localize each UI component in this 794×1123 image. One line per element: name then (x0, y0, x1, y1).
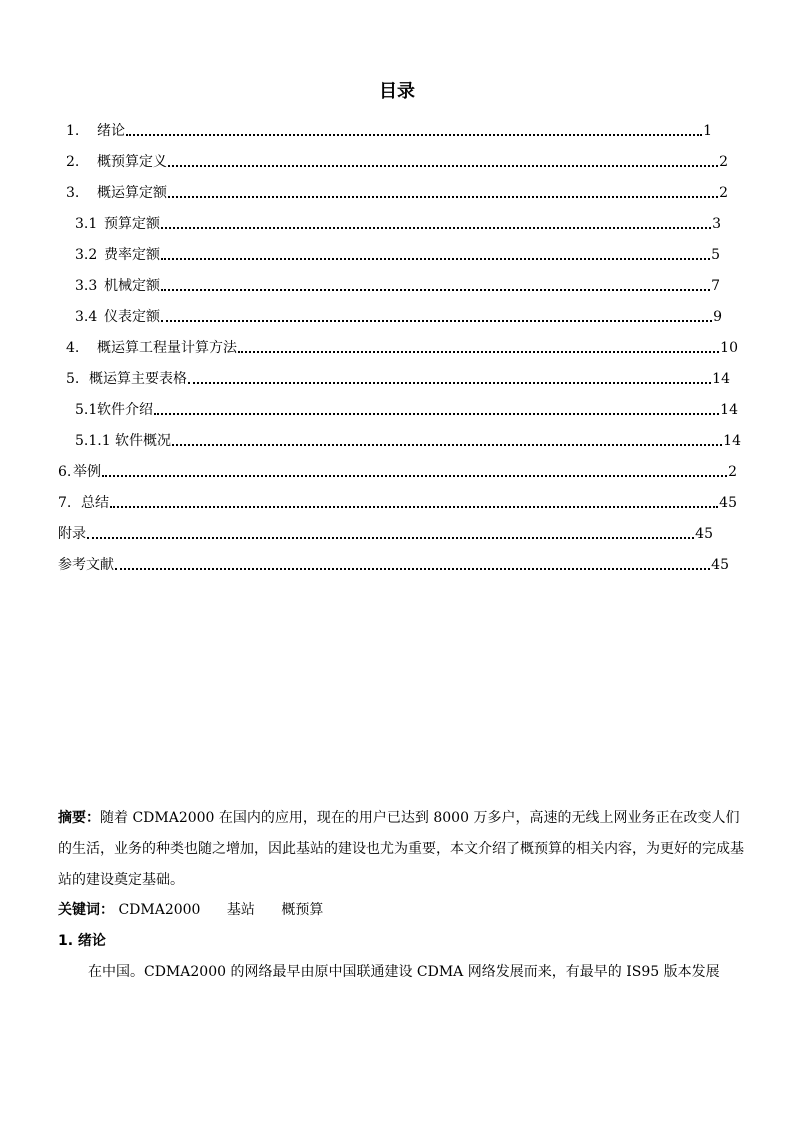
toc-entry-number: 3.1 (75, 216, 98, 232)
toc-entry-page: 14 (723, 433, 741, 449)
toc-entry-label: 概运算工程量计算方法 (97, 340, 237, 356)
toc-entry-number: 1. (66, 123, 80, 139)
toc-dot-leader (168, 165, 718, 167)
toc-dot-leader (238, 351, 719, 353)
toc-entry-label: 附录 (58, 526, 86, 542)
toc-dot-leader (161, 320, 712, 322)
toc-entry-page: 45 (695, 526, 713, 542)
toc-entry-number: 5.1 (75, 402, 98, 418)
toc-entry[interactable] (58, 552, 729, 574)
toc-entry-label: 概运算主要表格 (89, 371, 187, 387)
toc-dot-leader (168, 196, 718, 198)
toc-entry-page: 14 (712, 371, 730, 387)
toc-dot-leader (188, 382, 711, 384)
toc-entry[interactable] (75, 428, 741, 450)
toc-entry[interactable] (75, 304, 722, 326)
toc-dot-leader (161, 258, 710, 260)
keyword-item: CDMA2000 (118, 902, 201, 918)
toc-entry[interactable] (66, 335, 738, 357)
toc-dot-leader (172, 444, 722, 446)
toc-entry-label: 概运算定额 (97, 185, 167, 201)
toc-entry-number: 2. (66, 154, 80, 170)
toc-entry[interactable] (75, 242, 720, 264)
toc-entry-label: 参考文献 (58, 557, 114, 573)
toc-entry-label: 绪论 (97, 123, 125, 139)
toc-entry[interactable] (66, 180, 728, 202)
toc-entry-page: 7 (711, 278, 720, 294)
toc-entry-page: 2 (728, 464, 737, 480)
toc-entry[interactable] (58, 459, 737, 481)
toc-entry-number: 3.4 (75, 309, 98, 325)
toc-entry-page: 9 (713, 309, 722, 325)
toc-entry[interactable] (75, 211, 721, 233)
abstract-text: 随着 CDMA2000 在国内的应用，现在的用户已达到 8000 万多户，高速的无线上网业务正在改变人们的生活，业务的种类也随之增加，因此基站的建设也尤为重要，本文介绍了概预算的相关内容，为更好的完成基站的建设奠定基础。 (58, 810, 744, 888)
toc-dot-leader (110, 506, 718, 508)
toc-entry[interactable] (58, 521, 713, 543)
toc-entry[interactable] (75, 273, 720, 295)
toc-entry-number: 3. (66, 185, 80, 201)
toc-entry-page: 3 (712, 216, 721, 232)
toc-entry-label: 费率定额 (104, 247, 160, 263)
toc-entry-number: 7. (58, 495, 72, 511)
toc-dot-leader (161, 289, 710, 291)
toc-dot-leader (161, 227, 711, 229)
toc-entry[interactable] (58, 490, 737, 512)
toc-entry-page: 5 (711, 247, 720, 263)
toc-entry-page: 2 (719, 154, 728, 170)
keywords-label: 关键词： (58, 902, 114, 918)
toc-entry-label: 机械定额 (104, 278, 160, 294)
toc-title: 目录 (379, 81, 415, 102)
toc-entry-number: 4. (66, 340, 80, 356)
body-paragraph: 在中国。CDMA2000 的网络最早由原中国联通建设 CDMA 网络发展而来，有最早的 IS95 版本发展 (88, 964, 720, 980)
toc-dot-leader (102, 475, 727, 477)
toc-entry-page: 45 (719, 495, 737, 511)
toc-entry-label: 举例 (73, 464, 101, 480)
toc-entry[interactable] (66, 366, 730, 388)
toc-entry-page: 14 (720, 402, 738, 418)
toc-entry-label: 软件概况 (115, 433, 171, 449)
toc-entry-label: 预算定额 (104, 216, 160, 232)
toc-entry[interactable] (66, 149, 728, 171)
keyword-item: 概预算 (281, 902, 324, 918)
keyword-item: 基站 (226, 902, 255, 918)
toc-entry-number: 3.2 (75, 247, 98, 263)
toc-entry-label: 仪表定额 (104, 309, 160, 325)
toc-entry-page: 10 (720, 340, 738, 356)
toc-dot-leader (87, 537, 694, 539)
abstract (58, 803, 748, 896)
section-heading: 1. 绪论 (58, 933, 106, 949)
toc-entry-number: 5. (66, 371, 80, 387)
toc-entry-number: 5.1.1 (75, 433, 111, 449)
toc-entry[interactable] (66, 118, 712, 140)
toc-entry[interactable] (75, 397, 738, 419)
keywords (58, 897, 345, 923)
toc-dot-leader (154, 413, 719, 415)
toc-entry-label: 软件介绍 (97, 402, 153, 418)
toc-entry-label: 总结 (81, 495, 109, 511)
toc-entry-page: 45 (711, 557, 729, 573)
toc-entry-page: 2 (719, 185, 728, 201)
toc-dot-leader (126, 134, 702, 136)
abstract-label: 摘要： (58, 810, 100, 826)
toc-entry-number: 6. (58, 464, 72, 480)
toc-entry-label: 概预算定义 (97, 154, 167, 170)
toc-entry-page: 1 (703, 123, 712, 139)
toc-dot-leader (115, 568, 710, 570)
toc-entry-number: 3.3 (75, 278, 98, 294)
